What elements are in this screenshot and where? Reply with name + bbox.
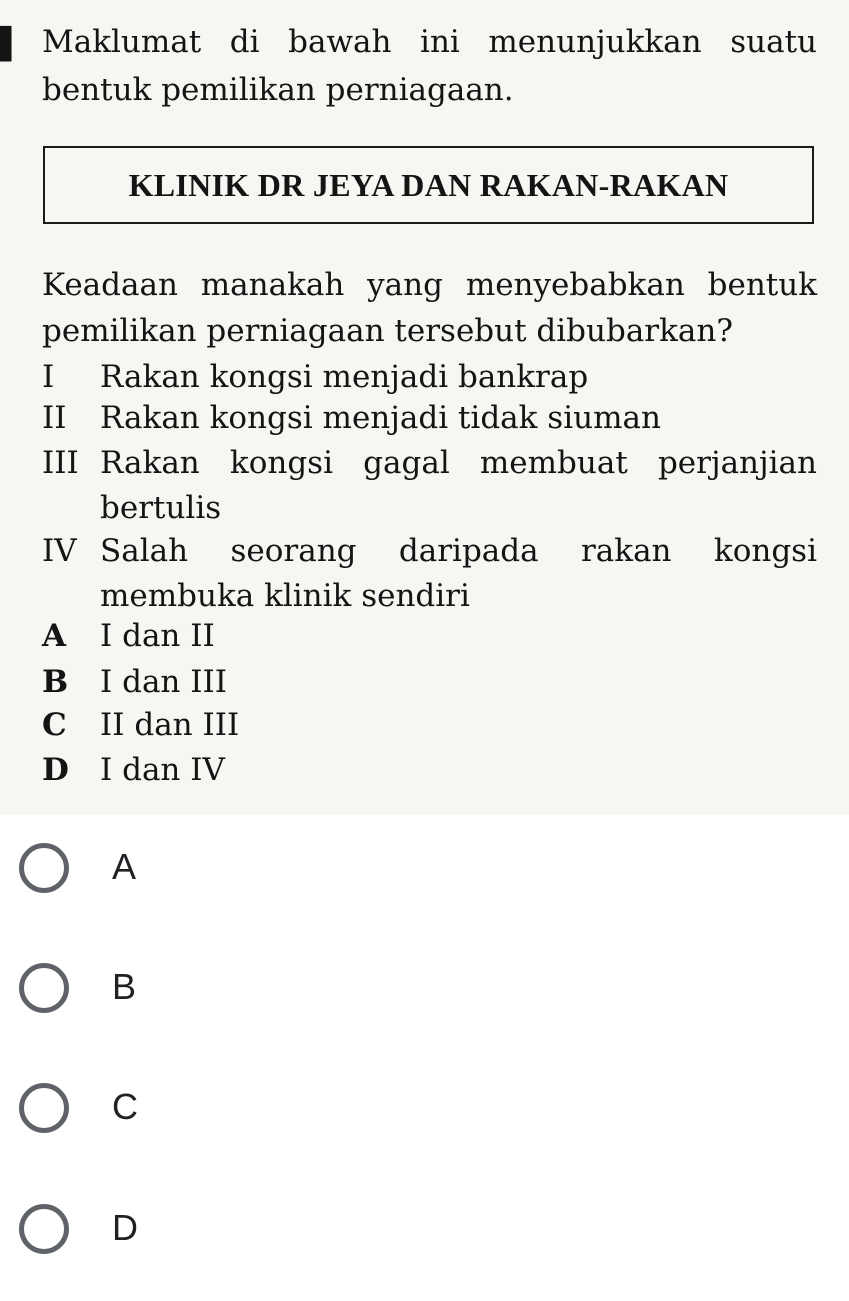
radio-button-icon[interactable] bbox=[19, 963, 69, 1013]
answer-option-letter: B bbox=[42, 664, 69, 700]
answer-option-b bbox=[42, 660, 227, 704]
statement-text: bertulis bbox=[100, 490, 222, 526]
question-intro bbox=[42, 18, 817, 114]
answer-option-text: I dan II bbox=[100, 618, 215, 654]
answer-option-letter: C bbox=[42, 707, 67, 743]
choice-label: A bbox=[112, 846, 137, 887]
choice-c[interactable] bbox=[0, 1055, 849, 1165]
choice-a[interactable] bbox=[0, 815, 849, 925]
statement-text: Rakan kongsi menjadi tidak siuman bbox=[100, 400, 661, 436]
statement-numeral: I bbox=[42, 359, 55, 395]
business-name-box bbox=[43, 146, 814, 224]
radio-button-icon[interactable] bbox=[19, 1083, 69, 1133]
answer-option-d bbox=[42, 748, 225, 792]
statement-numeral: II bbox=[42, 400, 67, 436]
intro-line: bentuk pemilikan perniagaan. bbox=[42, 72, 514, 108]
statement-numeral: III bbox=[42, 445, 79, 481]
answer-option-text: I dan III bbox=[100, 664, 227, 700]
answer-option-text: II dan III bbox=[100, 707, 240, 743]
answer-option-text: I dan IV bbox=[100, 752, 225, 788]
prompt-line: pemilikan perniagaan tersebut dibubarkan? bbox=[42, 313, 733, 349]
business-name: KLINIK DR JEYA DAN RAKAN-RAKAN bbox=[128, 166, 729, 203]
question-number-fragment: ▌ bbox=[0, 27, 24, 62]
question-prompt bbox=[42, 262, 817, 354]
answer-option-a bbox=[42, 614, 215, 658]
statement-numeral: IV bbox=[42, 533, 77, 569]
answer-option-letter: A bbox=[42, 618, 67, 654]
answer-option-letter: D bbox=[42, 752, 69, 788]
radio-button-icon[interactable] bbox=[19, 843, 69, 893]
statement-text: Rakan kongsi gagal membuat perjanjian bbox=[100, 445, 817, 481]
statement-text: membuka klinik sendiri bbox=[100, 578, 470, 614]
choice-label: B bbox=[112, 966, 137, 1007]
intro-line: Maklumat di bawah ini menunjukkan suatu bbox=[42, 24, 817, 60]
choice-label: C bbox=[112, 1086, 138, 1127]
statement-text: Salah seorang daripada rakan kongsi bbox=[100, 533, 817, 569]
answer-option-c bbox=[42, 703, 239, 747]
radio-button-icon[interactable] bbox=[19, 1204, 69, 1254]
statement-text: Rakan kongsi menjadi bankrap bbox=[100, 359, 589, 395]
prompt-line: Keadaan manakah yang menyebabkan bentuk bbox=[42, 267, 817, 303]
choice-b[interactable] bbox=[0, 935, 849, 1045]
choice-label: D bbox=[112, 1207, 138, 1248]
choice-d[interactable] bbox=[0, 1176, 849, 1286]
